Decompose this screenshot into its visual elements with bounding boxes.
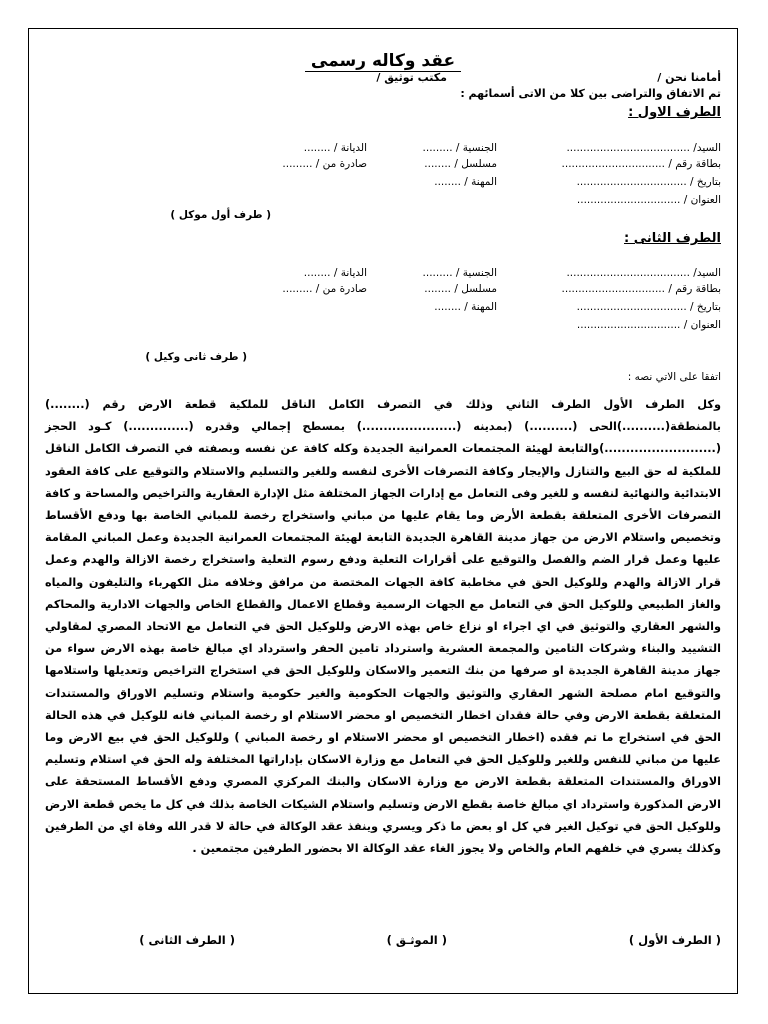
signature-second-party: ( الطرف الثانى ) <box>139 933 235 947</box>
party2-card: بطاقة رقم / ............................... <box>561 283 721 295</box>
party1-role: ( طرف أول موكل ) <box>170 209 271 221</box>
party2-address: العنوان / ............................... <box>576 319 721 331</box>
party1-address: العنوان / ............................... <box>576 194 721 206</box>
party1-card: بطاقة رقم / ............................... <box>561 158 721 170</box>
signature-notary: ( الموثـق ) <box>386 933 447 947</box>
intro-agreement: تم الاتفاق والتراضى بين كلا من الاتى أسمائهم : <box>460 87 721 100</box>
intro-notary-office: مكتب توثيق / <box>376 71 447 84</box>
party2-nationality: الجنسية / ......... <box>422 267 497 279</box>
party2-serial: مسلسل / ........ <box>424 283 497 295</box>
party1-nationality: الجنسية / ......... <box>422 142 497 154</box>
party2-profession: المهنة / ........ <box>434 301 497 313</box>
contract-page <box>28 28 738 994</box>
party2-religion: الديانة / ........ <box>303 267 367 279</box>
party1-date: بتاريخ / ................................. <box>576 176 721 188</box>
party1-name: السيد/ ..................................... <box>566 142 721 154</box>
party2-date: بتاريخ / ................................. <box>576 301 721 313</box>
party2-name: السيد/ ..................................... <box>566 267 721 279</box>
signature-first-party: ( الطرف الأول ) <box>628 933 721 947</box>
party2-role: ( طرف ثانى وكيل ) <box>145 351 247 363</box>
party2-issued: صادرة من / ......... <box>282 283 367 295</box>
party1-issued: صادرة من / ......... <box>282 158 367 170</box>
party1-heading: الطرف الاول : <box>628 105 721 120</box>
party1-religion: الديانة / ........ <box>303 142 367 154</box>
party1-profession: المهنة / ........ <box>434 176 497 188</box>
party2-heading: الطرف الثانى : <box>624 231 721 246</box>
party1-serial: مسلسل / ........ <box>424 158 497 170</box>
contract-title: عقد وكاله رسمى <box>29 51 737 71</box>
contract-body: وكل الطرف الأول الطرف الثاني وذلك في التصرف الكامل الناقل للملكية قطعة الارض رقم (........) بالمنطقة(..........)الحى (..........) (بمدينه (......................) بمسطح إجمالي وقدره (..............) كـود الحجز (..........................)والتابعة لهيئة المجتمعات العمرانية الجديدة وكله كافة عن نفسه وبصفته في التصرف الكامل الناقل للملكية له حق البيع والتنازل والإيجار وكافة التصرفات الأخرى لنفسه وللغير والتسليم والاستلام والتوقيع على كافة العقود الابتدائية والنهائية لنفسه و للغير وفى التعامل مع إدارات الجهاز المختلفة مثل الإدارة العقارية والتراخيص والمساحة و كافة التصرفات الأخرى المتعلقة بقطعة الأرض وما يقام عليها من مباني واستخراج رخصة للمباني الخاصة بها ودفع الأقساط وتخصيص واستلام الارض من جهاز مدينة القاهرة الجديدة التابعة لهيئة المجتمعات العمرانية الجديدة وعمل المباني المقامة عليها وعمل قرار الضم والفصل والتوقيع على أقرارات التعلية ودفع رسوم التعلية واستخراج رخصة الازالة والهدم وعمل قرار الازالة والهدم وللوكيل الحق في مخاطبة كافة الجهات المختصة من مرافق وخلافه مثل الكهرباء والتليفون والمياه والغاز الطبيعي وللوكيل الحق في التعامل مع الجهات الرسمية وقطاع الاعمال والقطاع الخاص والجهات الادارية والمحاكم والشهر العقاري والتوثيق في اي اجراء او نزاع خاص بهذه الارض وللوكيل الحق في التعامل مع الاتحاد المصري لمقاولي التشييد والبناء وشركات التامين والمجمعة العشرية واسترداد تامين الحفر واسترداد اي مبالغ خاصة بهذه الارض سواء من جهاز مدينة القاهرة الجديدة او صرفها من بنك التعمير والاسكان وللوكيل الحق في استخراج التراخيص وتعديلها واستلامها والتوقيع امام مصلحة الشهر العقاري والتوثيق والجهات الحكومية والغير حكومية واستلام وتسليم الاوراق والمستندات المتعلقة بقطعة الارض وفي حالة فقدان اخطار التخصيص او محضر الاستلام او رخصة المباني فانه للوكيل في هذه الحالة الحق في استخراج ما تم فقده (اخطار التخصيص او محضر الاستلام او رخصة المباني ) وللوكيل الحق في بيع الارض وما عليها من مباني للنفس وللغير وللوكيل الحق في التعامل مع وزارة الاسكان بإداراتها المختلفة وله الحق في استلام وتسليم الاوراق والمستندات المتعلقة بقطعة الارض مع وزارة الاسكان والبنك المركزي المصري ودفع الأقساط المستحقة على الارض المذكورة واسترداد اي مبالغ خاصة بقطع الارض وتسليم واستلام الشيكات الخاصة بذلك في كل ما يخص قطعة الارض وللوكيل الحق في توكيل الغير في كل او بعض ما ذكر ويسري وينفذ عقد الوكالة في حالة لا قدر الله وفاة اي من الطرفين وكذلك يسري في خلفهم العام والخاص ولا يجوز الغاء عقد الوكالة الا بحضور الطرفين مجتمعين . <box>45 398 721 856</box>
agreed-text: اتفقا على الاتي نصه : <box>627 371 721 383</box>
intro-before-us: أمامنا نحن / <box>657 71 721 84</box>
